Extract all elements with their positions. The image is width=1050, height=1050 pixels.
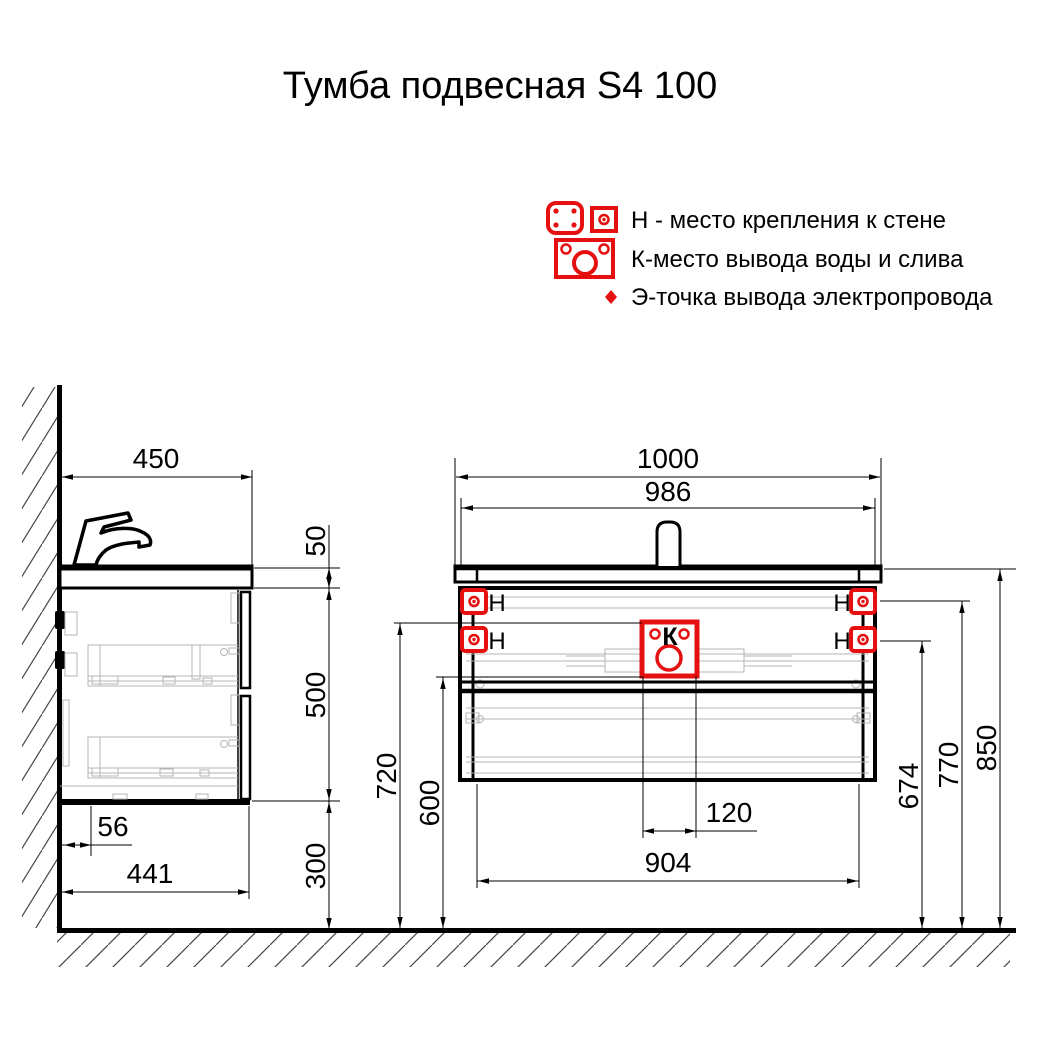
side-drawer-slide-lower — [60, 737, 239, 799]
wall-mount-large-icon — [548, 203, 582, 233]
legend-label-mount: Н - место крепления к стене — [631, 207, 946, 234]
legend-label-electric: Э-точка вывода электропровода — [631, 284, 993, 311]
legend — [548, 203, 993, 311]
dim-674-label: 674 — [893, 762, 924, 810]
front-cabinet — [460, 588, 875, 780]
mount-label: Н — [488, 590, 506, 617]
side-drawer-slide-upper — [88, 645, 239, 686]
dimension-56 — [58, 806, 132, 856]
mount-bracket-icon — [462, 590, 486, 613]
faucet-front-icon — [657, 522, 680, 566]
mount-bracket-icon — [851, 628, 875, 651]
floor-hatching — [57, 933, 1010, 967]
dim-1000-label: 1000 — [636, 443, 700, 474]
wall-mount-small-icon — [592, 208, 616, 231]
dimension-904 — [477, 784, 859, 888]
mount-label: Н — [488, 628, 506, 655]
side-drawer-front-bottom — [241, 696, 250, 799]
dim-720-label: 720 — [371, 752, 402, 800]
front-view — [455, 522, 881, 780]
dim-450-label: 450 — [132, 443, 180, 474]
drain-label: К — [662, 623, 678, 651]
dim-600-label: 600 — [414, 779, 445, 827]
dim-56-label: 56 — [97, 811, 129, 842]
dim-904-label: 904 — [644, 847, 692, 878]
electric-point-icon — [605, 290, 617, 304]
dim-120-label: 120 — [705, 797, 753, 828]
water-drain-icon — [556, 240, 613, 277]
side-cabinet-bottom — [57, 799, 250, 805]
dim-770-label: 770 — [933, 741, 964, 789]
faucet-side-icon — [74, 513, 151, 565]
side-view — [55, 513, 252, 805]
side-mount-hardware — [63, 593, 239, 766]
wall-bracket-icon — [55, 651, 65, 669]
page-title: Тумба подвесная S4 100 — [282, 65, 718, 107]
dim-500-label: 500 — [300, 671, 331, 719]
wall-hatching — [22, 387, 57, 928]
dim-300-label: 300 — [300, 842, 331, 890]
side-drawer-front-top — [241, 592, 250, 688]
dim-850-label: 850 — [971, 724, 1002, 772]
mount-label: Н — [833, 628, 851, 655]
floor — [57, 928, 1016, 933]
dimension-674 — [880, 641, 931, 928]
dimension-50-500-300 — [252, 525, 340, 929]
legend-label-water: К-место вывода воды и слива — [631, 246, 964, 273]
mount-bracket-icon — [462, 628, 486, 651]
wall-bracket-icon — [55, 611, 65, 629]
dim-986-label: 986 — [644, 476, 692, 507]
dim-50-label: 50 — [300, 525, 331, 557]
dimension-441 — [61, 806, 249, 899]
drain-zone-icon — [642, 622, 697, 676]
mount-bracket-icon — [851, 590, 875, 613]
mount-label: Н — [833, 590, 851, 617]
dim-441-label: 441 — [126, 858, 174, 889]
